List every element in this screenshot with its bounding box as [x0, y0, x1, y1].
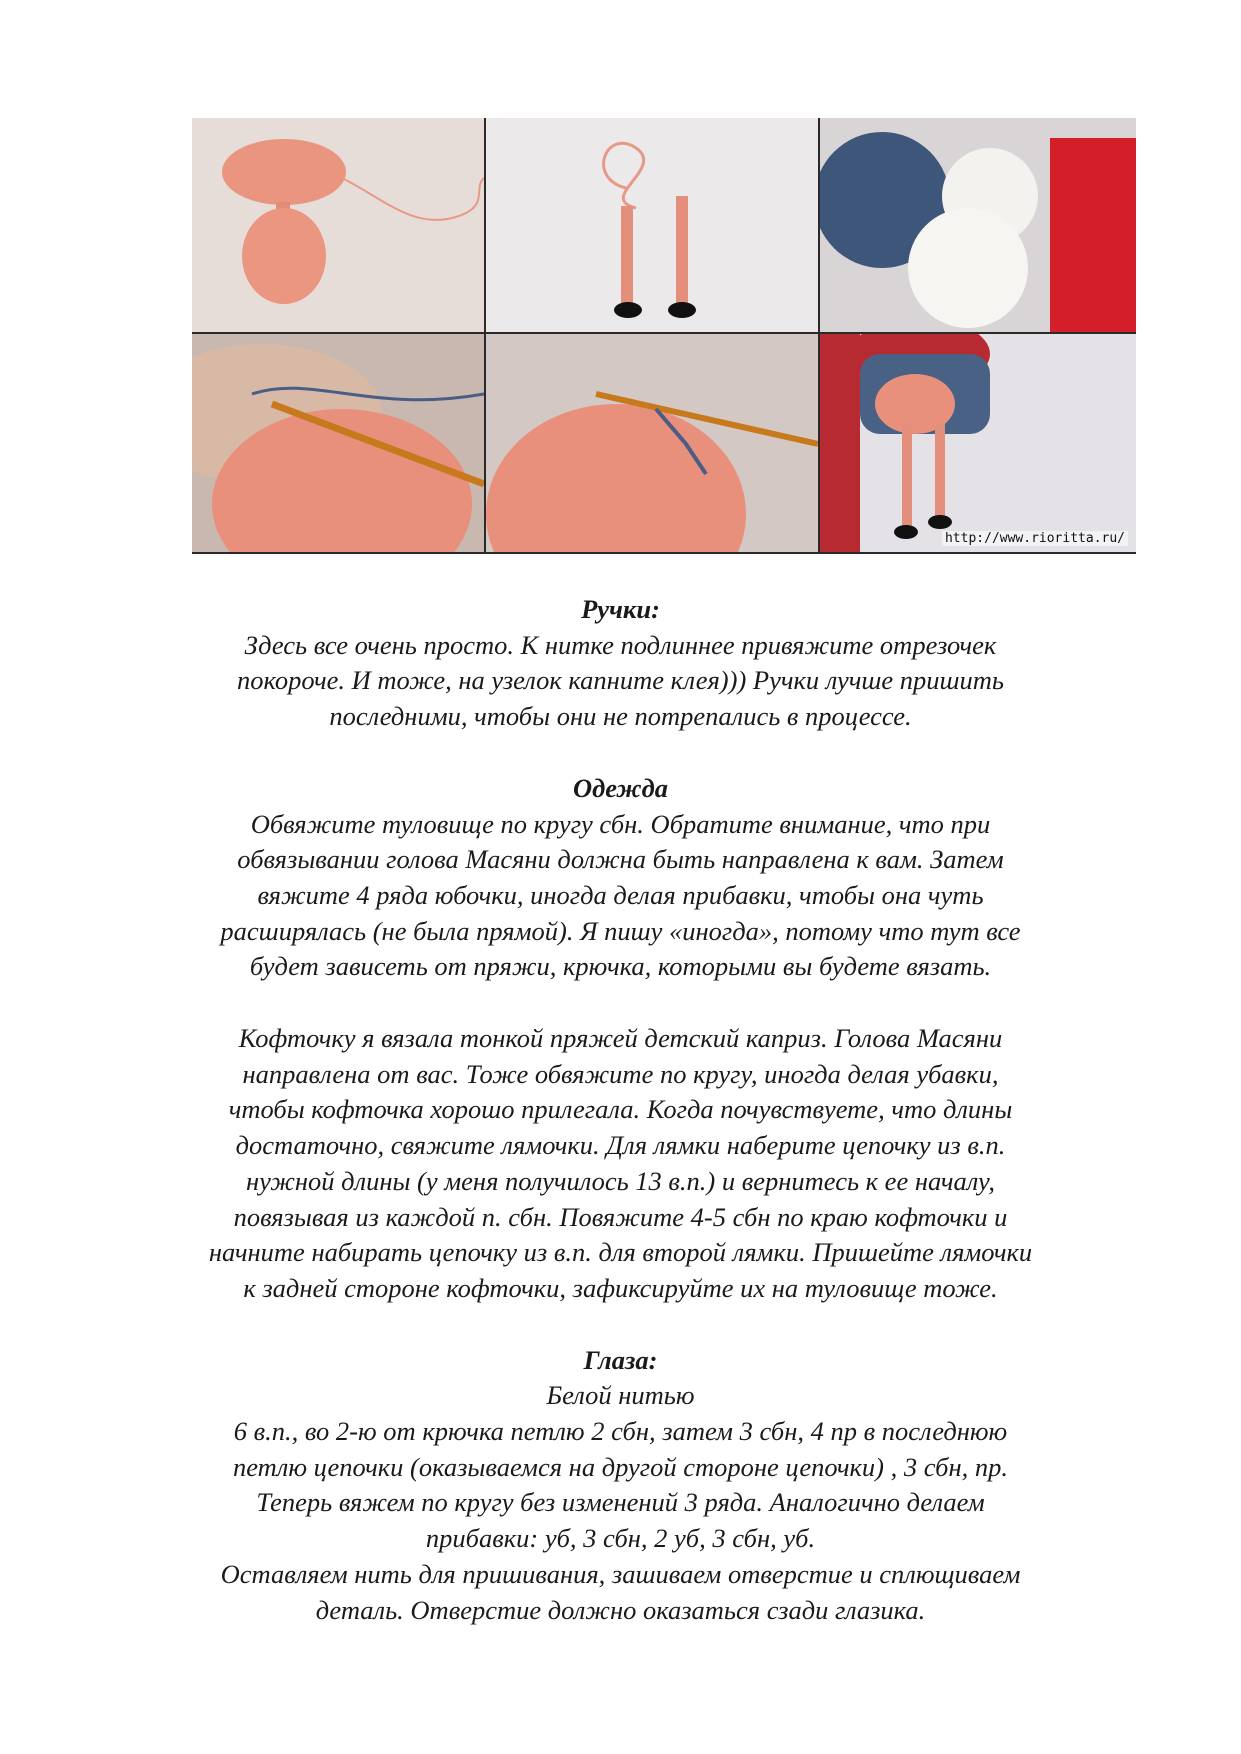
heading-eyes: Глаза:: [583, 1344, 658, 1375]
arms-line: последними, чтобы они не потрепались в процессе.: [329, 701, 912, 732]
clothes-line: Обвяжите туловище по кругу сбн. Обратите внимание, что при: [250, 808, 991, 839]
arms-line: Здесь все очень просто. К нитке подлиннее привяжите отрезочек: [244, 629, 997, 660]
clothes-line: будет зависеть от пряжи, крючка, которыми вы будете вязать.: [249, 951, 992, 982]
clothes-line: направлена от вас. Тоже обвяжите по кругу, иногда делая убавки,: [242, 1058, 999, 1089]
photo-finished-body: [820, 334, 1136, 552]
watermark-url: http://www.rioritta.ru/: [942, 531, 1128, 546]
heading-arms: Ручки:: [581, 594, 660, 624]
eyes-line: петлю цепочки (оказываемся на другой стороне цепочки) , 3 сбн, пр.: [232, 1451, 1009, 1482]
eyes-line: Белой нитью: [546, 1380, 695, 1411]
photo-collage: [192, 118, 1136, 554]
clothes-line: достаточно, свяжите лямочки. Для лямки наберите цепочку из в.п.: [235, 1130, 1006, 1161]
eyes-line: 6 в.п., во 2-ю от крючка петлю 2 сбн, затем 3 сбн, 4 пр в последнюю: [233, 1416, 1008, 1447]
photo-yarn-balls: [820, 118, 1136, 332]
photo-head-and-body: [192, 118, 484, 332]
clothes-line: расширялась (не была прямой). Я пишу «иногда», потому что тут все: [220, 915, 1021, 946]
clothes-line: Кофточку я вязала тонкой пряжей детский каприз. Голова Масяни: [238, 1023, 1003, 1054]
eyes-line: прибавки: уб, 3 сбн, 2 уб, 3 сбн, уб.: [425, 1523, 816, 1554]
clothes-line: вяжите 4 ряда юбочки, иногда делая прибавки, чтобы она чуть: [257, 879, 984, 910]
photo-arms: [486, 118, 818, 332]
photo-hook-step-2: [486, 334, 818, 552]
clothes-line: начните набирать цепочку из в.п. для второй лямки. Пришейте лямочки: [208, 1237, 1033, 1268]
clothes-line: повязывая из каждой п. сбн. Повяжите 4-5 сбн по краю кофточки и: [233, 1201, 1008, 1232]
heading-clothes: Одежда: [572, 772, 668, 803]
document-text: [160, 592, 1081, 1628]
eyes-line: Теперь вяжем по кругу без изменений 3 ряда. Аналогично делаем: [256, 1487, 985, 1518]
clothes-line: нужной длины (у меня получилось 13 в.п.) и вернитесь к ее началу,: [245, 1165, 996, 1196]
clothes-line: чтобы кофточка хорошо прилегала. Когда почувствуете, что длины: [228, 1094, 1013, 1125]
clothes-line: обвязывании голова Масяни должна быть направлена к вам. Затем: [237, 844, 1004, 875]
arms-line: покороче. И тоже, на узелок капните клея))) Ручки лучше пришить: [237, 665, 1004, 696]
clothes-line: к задней стороне кофточки, зафиксируйте их на туловище тоже.: [243, 1272, 998, 1303]
eyes-line: деталь. Отверстие должно оказаться сзади глазика.: [315, 1594, 926, 1625]
photo-hook-step-1: [192, 334, 484, 552]
eyes-line: Оставляем нить для пришивания, зашиваем отверстие и сплющиваем: [220, 1558, 1021, 1589]
